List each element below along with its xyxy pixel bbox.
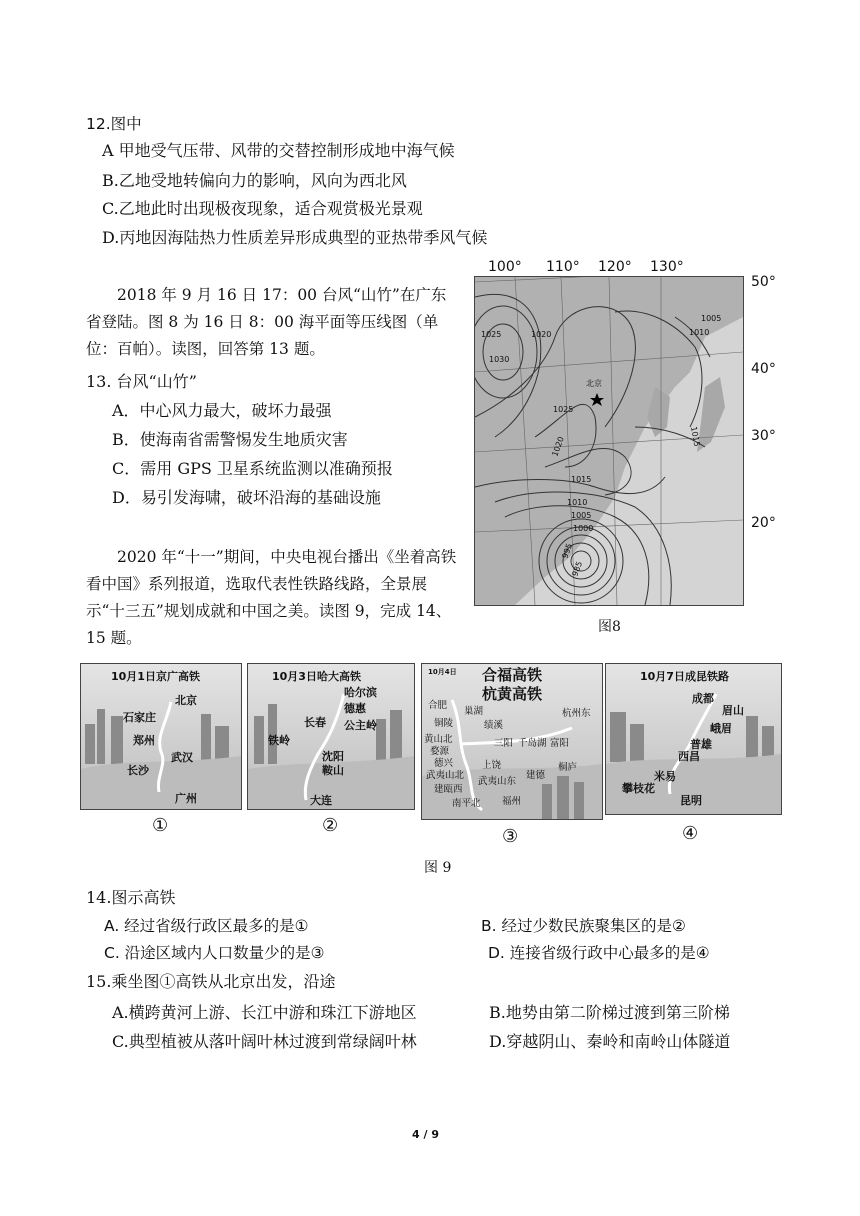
station-label: 攀枝花 [622, 782, 655, 795]
station-label: 建瓯西 [434, 784, 463, 795]
station-label: 峨眉 [710, 722, 732, 735]
station-label: 长春 [304, 716, 326, 729]
passage-14: 2020 年“十一”期间，中央电视台播出《坐着高铁看中国》系列报道，选取代表性铁路线路，全景展示“十三五”规划成就和中国之美。读图 9，完成 14、15 题。 [86, 548, 457, 647]
station-label: 上饶 [482, 760, 502, 771]
q13-option-d: D．易引发海啸，破坏沿海的基础设施 [112, 488, 381, 507]
isobar-label: 1015 [689, 425, 702, 448]
station-label: 西昌 [678, 750, 700, 763]
station-label: 千岛湖 [518, 738, 547, 749]
q12-option-a: A 甲地受气压带、风带的交替控制形成地中海气候 [102, 141, 455, 160]
station-label: 大连 [310, 794, 332, 807]
figure-9-caption: 图 9 [424, 860, 452, 876]
panel-2-graphic [248, 664, 414, 809]
lon-label-120: 120° [598, 259, 632, 275]
figure-8-caption: 图8 [598, 619, 621, 635]
station-label: 铜陵 [434, 718, 454, 729]
station-label: 米易 [654, 770, 676, 783]
isobar-label: 1025 [553, 405, 574, 414]
q13-option-c: C．需用 GPS 卫星系统监测以准确预报 [112, 459, 393, 478]
station-label: 德兴 [434, 758, 454, 769]
station-label: 绩溪 [484, 720, 504, 731]
panel-title: 10月1日京广高铁 [111, 670, 200, 683]
panel-1-graphic [81, 664, 241, 809]
station-label: 铁岭 [268, 734, 290, 747]
panel-4-number: ④ [682, 823, 699, 844]
station-label: 三阳 [494, 738, 514, 749]
panel-title: 10月7日成昆铁路 [640, 670, 729, 683]
isobar-label: 1020 [531, 330, 552, 339]
isobar-label: 1025 [481, 330, 502, 339]
station-label: 巢湖 [464, 706, 484, 717]
q15-option-c: C.典型植被从落叶阔叶林过渡到常绿阔叶林 [112, 1032, 417, 1051]
station-label: 沈阳 [322, 750, 344, 763]
q12-option-d: D.丙地因海陆热力性质差异形成典型的亚热带季风气候 [102, 228, 488, 247]
station-label: 石家庄 [123, 711, 156, 724]
lat-label-30: 30° [751, 428, 776, 444]
lon-label-110: 110° [546, 259, 580, 275]
lon-label-130: 130° [650, 259, 684, 275]
isobar-label: 1010 [567, 498, 588, 507]
q12-option-c: C.乙地此时出现极夜现象，适合观赏极光景观 [102, 199, 423, 218]
station-label: 广州 [175, 792, 197, 805]
figure-9-panel-1 [80, 663, 242, 810]
lon-label-100: 100° [488, 259, 522, 275]
q15-option-a: A.横跨黄河上游、长江中游和珠江下游地区 [112, 1003, 417, 1022]
panel-1-number: ① [152, 815, 169, 836]
station-label: 福州 [502, 796, 522, 807]
station-label: 杭州东 [562, 708, 591, 719]
isobar-map-graphic [475, 277, 743, 605]
station-label: 黄山北 [424, 734, 453, 745]
isobar-label: 1000 [573, 524, 594, 533]
panel-4-graphic [606, 664, 781, 814]
station-label: 武夷山北 [426, 770, 465, 781]
panel-3-number: ③ [502, 826, 519, 847]
station-label: 眉山 [722, 704, 744, 717]
figure-9-panel-2 [247, 663, 415, 810]
station-label: 普雄 [690, 738, 712, 751]
page-number: 4 / 9 [412, 1128, 439, 1141]
q15-option-d: D.穿越阴山、秦岭和南岭山体隧道 [489, 1032, 731, 1051]
isobar-label: 1015 [571, 475, 592, 484]
panel-2-number: ② [322, 815, 339, 836]
q12-option-b: B.乙地受地转偏向力的影响，风向为西北风 [102, 171, 407, 190]
panel-title: 10月3日哈大高铁 [272, 670, 361, 683]
q14-option-d: D. 连接省级行政中心最多的是④ [488, 944, 710, 962]
station-label: 北京 [175, 694, 197, 707]
station-label: 婺源 [430, 746, 450, 757]
station-label: 郑州 [133, 734, 155, 747]
q13-stem: 13. 台风“山竹” [86, 372, 197, 391]
beijing-label: 北京 [586, 379, 602, 388]
q14-option-a: A. 经过省级行政区最多的是① [104, 917, 309, 935]
isobar-label: 1020 [550, 435, 566, 458]
figure-9-panel-3 [421, 663, 603, 820]
passage-13: 2018 年 9 月 16 日 17：00 台风“山竹”在广东省登陆。图 8 为 16 日 8：00 海平面等压线图（单位：百帕）。读图，回答第 13 题。 [86, 286, 447, 358]
q15-stem: 15.乘坐图①高铁从北京出发，沿途 [86, 972, 336, 991]
q15-option-b: B.地势由第二阶梯过渡到第三阶梯 [489, 1003, 730, 1022]
station-label: 长沙 [127, 764, 149, 777]
station-label: 武汉 [171, 751, 193, 764]
isobar-label: 1005 [701, 314, 722, 323]
q13-option-a: A．中心风力最大，破坏力最强 [112, 401, 332, 420]
station-label: 德惠 [344, 702, 366, 715]
panel-title-line2: 杭黄高铁 [482, 685, 543, 703]
isobar-label: 985 [570, 560, 585, 578]
station-label: 南平北 [452, 798, 481, 809]
station-label: 富阳 [550, 738, 570, 749]
station-label: 桐庐 [558, 762, 578, 773]
q14-stem: 14.图示高铁 [86, 888, 176, 907]
panel-date: 10月4日 [428, 668, 457, 676]
station-label: 公主岭 [344, 719, 377, 732]
figure-8-map [474, 276, 744, 606]
panel-3-graphic [422, 664, 602, 819]
q13-option-b: B．使海南省需警惕发生地质灾害 [112, 430, 348, 449]
station-label: 哈尔滨 [344, 686, 377, 699]
panel-title-line1: 合福高铁 [482, 666, 543, 684]
station-label: 武夷山东 [478, 776, 517, 787]
q14-option-b: B. 经过少数民族聚集区的是② [481, 917, 686, 935]
isobar-label: 1010 [689, 328, 710, 337]
lat-label-20: 20° [751, 515, 776, 531]
figure-9-panel-4 [605, 663, 782, 815]
isobar-label: 1005 [571, 511, 592, 520]
station-label: 合肥 [428, 700, 448, 711]
station-label: 昆明 [680, 794, 702, 807]
isobar-label: 1030 [489, 355, 510, 364]
isobar-label: 995 [560, 542, 575, 560]
station-label: 成都 [692, 692, 714, 705]
lat-label-50: 50° [751, 274, 776, 290]
q14-option-c: C. 沿途区域内人口数量少的是③ [104, 944, 325, 962]
lat-label-40: 40° [751, 361, 776, 377]
station-label: 鞍山 [322, 764, 344, 777]
station-label: 建德 [526, 770, 546, 781]
q12-stem: 12.图中 [86, 115, 142, 133]
